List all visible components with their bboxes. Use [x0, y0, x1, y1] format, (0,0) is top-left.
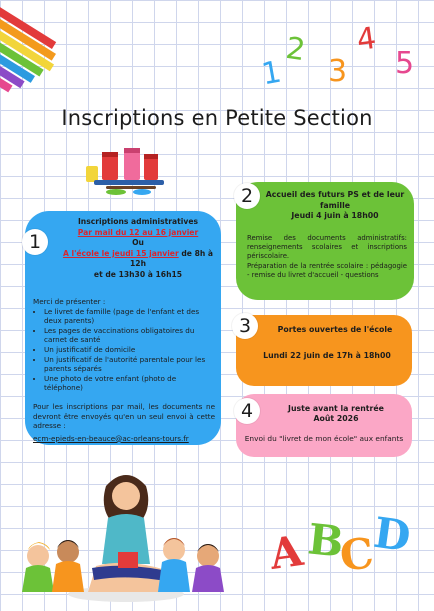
by-mail-dates: Par mail du 12 au 16 janvier	[77, 227, 199, 237]
list-item: • Le livret de famille (page de l'enfant et des deux parents)	[44, 307, 215, 326]
page-title: Inscriptions en Petite Section	[61, 106, 373, 130]
open-house-date: Lundi 22 juin de 17h à 18h00	[263, 351, 391, 360]
step-1-badge: 1	[22, 229, 48, 255]
list-item: • Un justificatif de l'autorité parentale pour les parents séparés	[44, 355, 215, 374]
at-school-date: A l'école le jeudi 15 janvier	[62, 248, 179, 258]
welcome-evening-card	[236, 182, 414, 300]
decorative-number-5: 5	[395, 46, 415, 81]
welcome-heading: Accueil des futurs PS et de leur famille	[265, 190, 405, 210]
decorative-number-4: 4	[354, 20, 379, 59]
documents-intro: Merci de présenter :	[33, 297, 106, 306]
decorative-number-1: 1	[259, 54, 284, 93]
at-school-hours-2: et de 13h30 à 16h15	[93, 269, 183, 279]
teacher-children-illustration	[8, 456, 228, 606]
decorative-letter-b: B	[305, 514, 346, 567]
step-4-badge: 4	[234, 398, 260, 424]
before-school-heading: Juste avant la rentrée	[288, 404, 384, 413]
open-house-heading: Portes ouvertes de l'école	[277, 325, 393, 334]
before-school-date: Août 2026	[313, 414, 359, 424]
colored-pencils-image	[0, 0, 82, 96]
decorative-letter-a: A	[266, 525, 306, 580]
registration-card	[25, 211, 221, 445]
registration-heading: Inscriptions administratives	[77, 217, 198, 226]
mail-note: Pour les inscriptions par mail, les documents ne devront être envoyés qu'en un seul envoi à cette adresse :	[33, 401, 215, 431]
step-3-badge: 3	[232, 313, 258, 339]
welcome-preparation-text: Préparation de la rentrée scolaire : pédagogie - remise du livret d'accueil - questions	[247, 261, 407, 279]
decorative-letter-d: D	[370, 507, 414, 562]
step-2-badge: 2	[234, 183, 260, 209]
list-item: • Une photo de votre enfant (photo de téléphone)	[44, 374, 215, 393]
or-label: Ou	[132, 238, 144, 248]
decorative-number-2: 2	[283, 30, 308, 69]
decorative-letter-c: C	[337, 528, 376, 581]
welcome-documents-text: Remise des documents administratifs: renseignements scolaires et inscriptions périscolaire.	[247, 234, 407, 261]
at-school-hours-1: de 8h à 12h	[130, 248, 214, 269]
paint-pots-illustration	[80, 146, 172, 198]
decorative-number-3: 3	[328, 54, 348, 89]
list-item: • Un justificatif de domicile	[44, 345, 215, 355]
email-link[interactable]: ecm-epieds-en-beauce@ac-orleans-tours.fr	[33, 433, 189, 443]
documents-list	[33, 307, 215, 393]
welcome-date: Jeudi 4 juin à 18h00	[291, 211, 379, 221]
list-item: • Les pages de vaccinations obligatoires du carnet de santé	[44, 326, 215, 345]
open-house-card	[236, 315, 412, 386]
before-school-card	[236, 394, 412, 457]
before-school-text: Envoi du "livret de mon école" aux enfants	[244, 434, 404, 443]
